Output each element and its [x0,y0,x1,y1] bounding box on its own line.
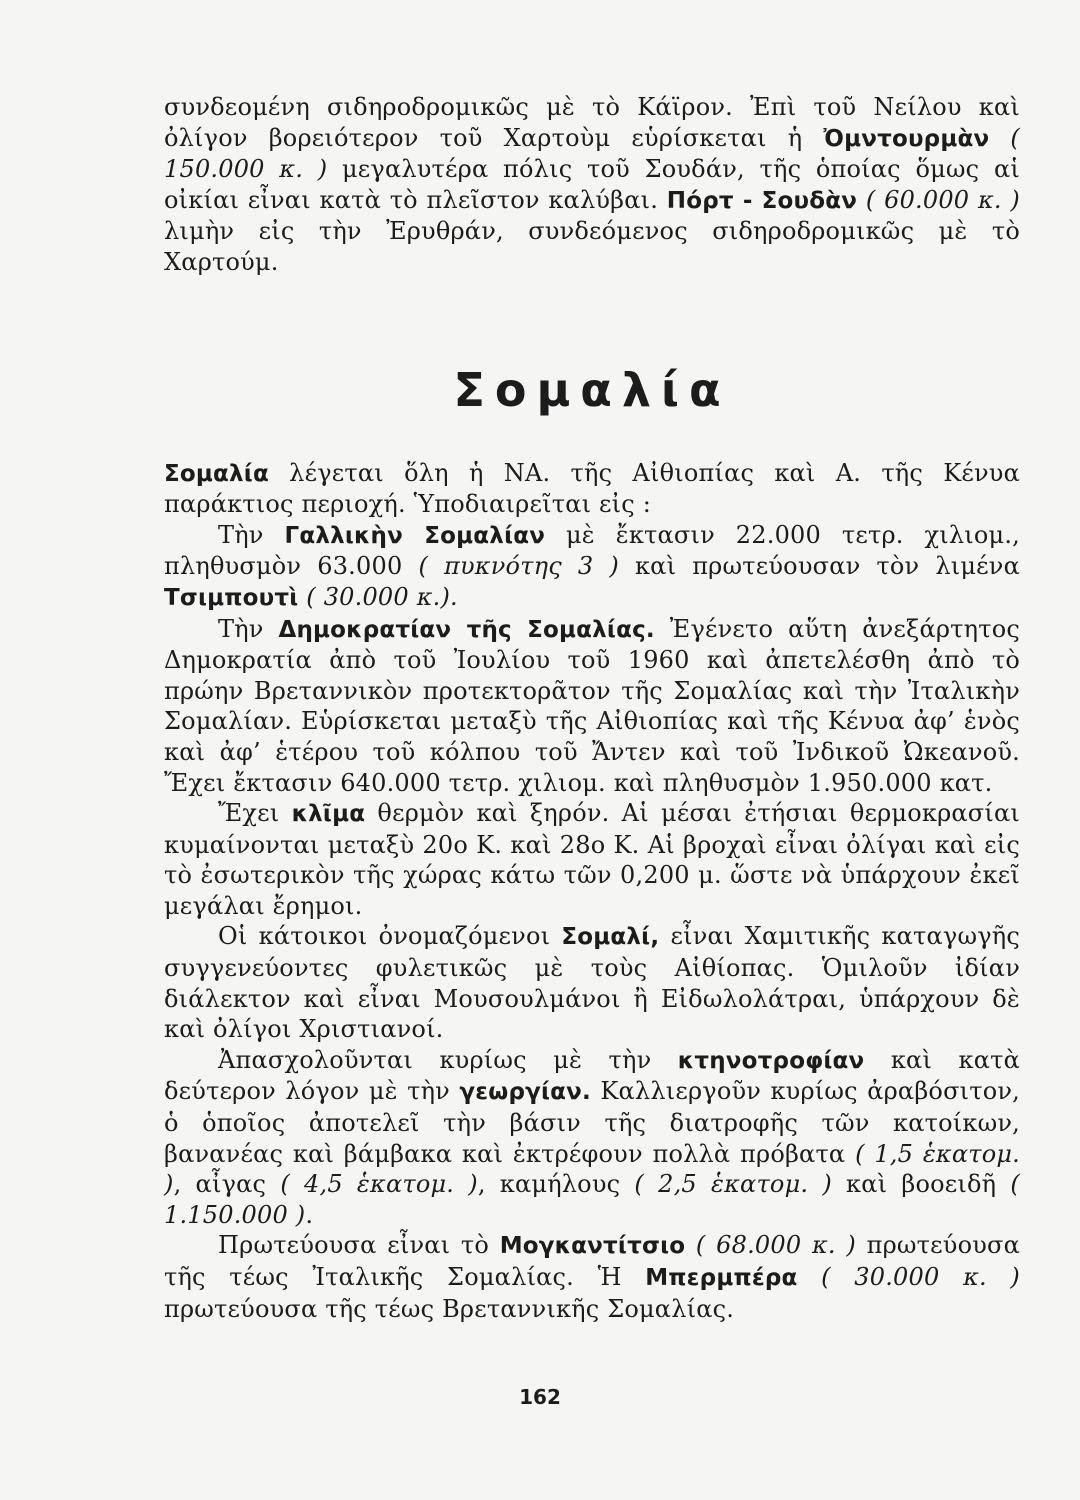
section-title: Σομαλία [453,362,731,417]
population-note: ( 150.000 κ. ) [164,123,1020,184]
term: Σομαλί, [561,924,660,951]
text-run: . [305,1200,314,1229]
intro-paragraph [164,92,1020,278]
paragraph-french-somaliland [164,520,1020,614]
population-note: ( 30.000 κ.). [298,582,458,611]
text-run: πρωτεύουσα τῆς τέως Βρεταννικῆς Σομαλίας. [164,1294,735,1323]
text-run: μεγαλυτέρα πόλις τοῦ Σουδάν, τῆς ὁποίας ὅμως αἱ οἰκίαι εἶναι κατὰ τὸ πλεῖστον καλύβαι. [164,155,1021,214]
text-run: πρωτεύουσα τῆς τέως Ἰταλικῆς Σομαλίας. Ἡ [164,1231,1020,1291]
count-note: ( 4,5 ἑκατομ. ) [280,1170,478,1199]
text-run: καὶ βοοειδῆ [831,1170,1011,1199]
paragraph-definition [164,458,1020,520]
text-run: θερμὸν καὶ ξηρόν. Αἱ μέσαι ἐτήσιαι θερμοκρασίαι κυμαίνονται μεταξὺ 20ο Κ. καὶ 28ο Κ. Αἱ βροχαὶ εἶναι ὀλίγαι καὶ εἰς τὸ ἐσωτερικὸν τῆς χώρας κάτω τῶν 0,200 μ. ὥστε νὰ ὑπάρχουν ἐκεῖ μεγάλαι ἔρημοι. [164,799,1021,920]
text-run: , αἶγας [173,1170,281,1199]
text-run: Καλλιεργοῦν κυρίως ἀραβόσιτον, ὁ ὁποῖος ἀποτελεῖ τὴν βάσιν τῆς διατροφῆς τῶν κατοίκων, βανανέας καὶ βάμβακα καὶ ἐκτρέφουν πολλὰ πρόβατα [164,1077,1021,1168]
text-run: Τὴν [218,614,279,643]
count-note: ( 1,5 ἑκατομ. ) [164,1139,1021,1199]
city-name: Πόρτ - Σουδὰν [666,187,858,214]
text-run: Τὴν [218,520,285,549]
text-run: Ἔχει [218,799,292,828]
text-run: Οἱ κάτοικοι ὀνομαζόμενοι [218,922,562,951]
paragraph-climate [164,798,1020,921]
paragraph-inhabitants [164,921,1020,1044]
term: Δημοκρατίαν τῆς Σομαλίας. [278,616,655,643]
paragraph-capitals [164,1230,1020,1324]
page-number: 162 [519,1385,561,1409]
text-run: λιμὴν εἰς τὴν Ἐρυθράν, συνδεόμενος σιδηροδρομικῶς μὲ τὸ Χαρτούμ. [164,217,1020,276]
text-run: Ἀπασχολοῦνται κυρίως μὲ τὴν [218,1045,678,1074]
body-text [164,92,1020,1324]
city-name: Μογκαντίτσιο [499,1233,686,1260]
city-name: Ὀμντουρμὰν [823,125,990,152]
population-note: ( 60.000 κ. ) [857,185,1020,214]
term: κτηνοτροφίαν [677,1047,865,1074]
count-note: ( 1.150.000 ) [164,1170,1020,1229]
text-run: Πρωτεύουσα εἶναι τὸ [218,1231,500,1260]
text-run: εἶναι Χαμιτικῆς καταγωγῆς συγγενεύοντες φυλετικῶς μὲ τοὺς Αἰθίοπας. Ὁμιλοῦν ἰδίαν διάλεκτον καὶ εἶναι Μουσουλμάνοι ἢ Εἰδωλολάτραι, ὑπάρχουν δὲ καὶ ὀλίγοι Χριστιανοί. [164,922,1020,1044]
text-run: καὶ κατὰ δεύτερον λόγον μὲ τὴν [164,1045,1020,1106]
text-run: Ἐγένετο αὕτη ἀνεξάρτητος Δημοκρατία ἀπὸ τοῦ Ἰουλίου τοῦ 1960 καὶ ἀπετελέσθη ἀπὸ τὸ πρώην Βρεταννικὸν προτεκτορᾶτον τῆς Σομαλίας καὶ τὴν Ἰταλικὴν Σομαλίαν. Εὑρίσκεται μεταξὺ τῆς Αἰθιοπίας καὶ τῆς Κένυα ἀφ’ ἑνὸς καὶ ἀφ’ ἑτέρου τοῦ κόλπου τοῦ Ἄντεν καὶ τοῦ Ἰνδικοῦ Ὠκεανοῦ. Ἔχει ἔκτασιν 640.000 τετρ. χιλιομ. καὶ πληθυσμὸν 1.950.000 κατ. [164,614,1021,797]
term: κλῖμα [291,801,366,828]
text-run: μὲ ἔκτασιν 22.000 τετρ. χιλιομ., πληθυσμὸν 63.000 [164,520,1020,581]
city-name: Μπερμπέρα [645,1265,798,1291]
term: γεωργίαν. [459,1079,591,1106]
term: Σομαλία [164,460,269,487]
text-run: καὶ πρωτεύουσαν τὸν λιμένα [618,552,1020,581]
paragraph-republic [164,614,1020,799]
text-run: λέγεται ὅλη ἡ ΝΑ. τῆς Αἰθιοπίας καὶ Α. τῆς Κένυα παράκτιος περιοχή. Ὑποδιαιρεῖται εἰς : [164,458,1020,519]
count-note: ( 2,5 ἑκατομ. ) [634,1170,832,1199]
population-note: ( 30.000 κ. ) [797,1263,1021,1291]
population-note: ( 68.000 κ. ) [685,1231,856,1260]
term: Γαλλικὴν Σομαλίαν [284,522,546,549]
paragraph-economy [164,1045,1020,1231]
city-name: Τσιμπουτὶ [164,584,299,611]
text-run: συνδεομένη σιδηροδρομικῶς μὲ τὸ Κάϊρον. Ἐπὶ τοῦ Νείλου καὶ ὀλίγον βορειότερον τοῦ Χαρτοὺμ εὑρίσκεται ἡ [164,93,1020,152]
text-run: , καμήλους [477,1170,635,1199]
density-note: ( πυκνότης 3 ) [418,552,619,581]
